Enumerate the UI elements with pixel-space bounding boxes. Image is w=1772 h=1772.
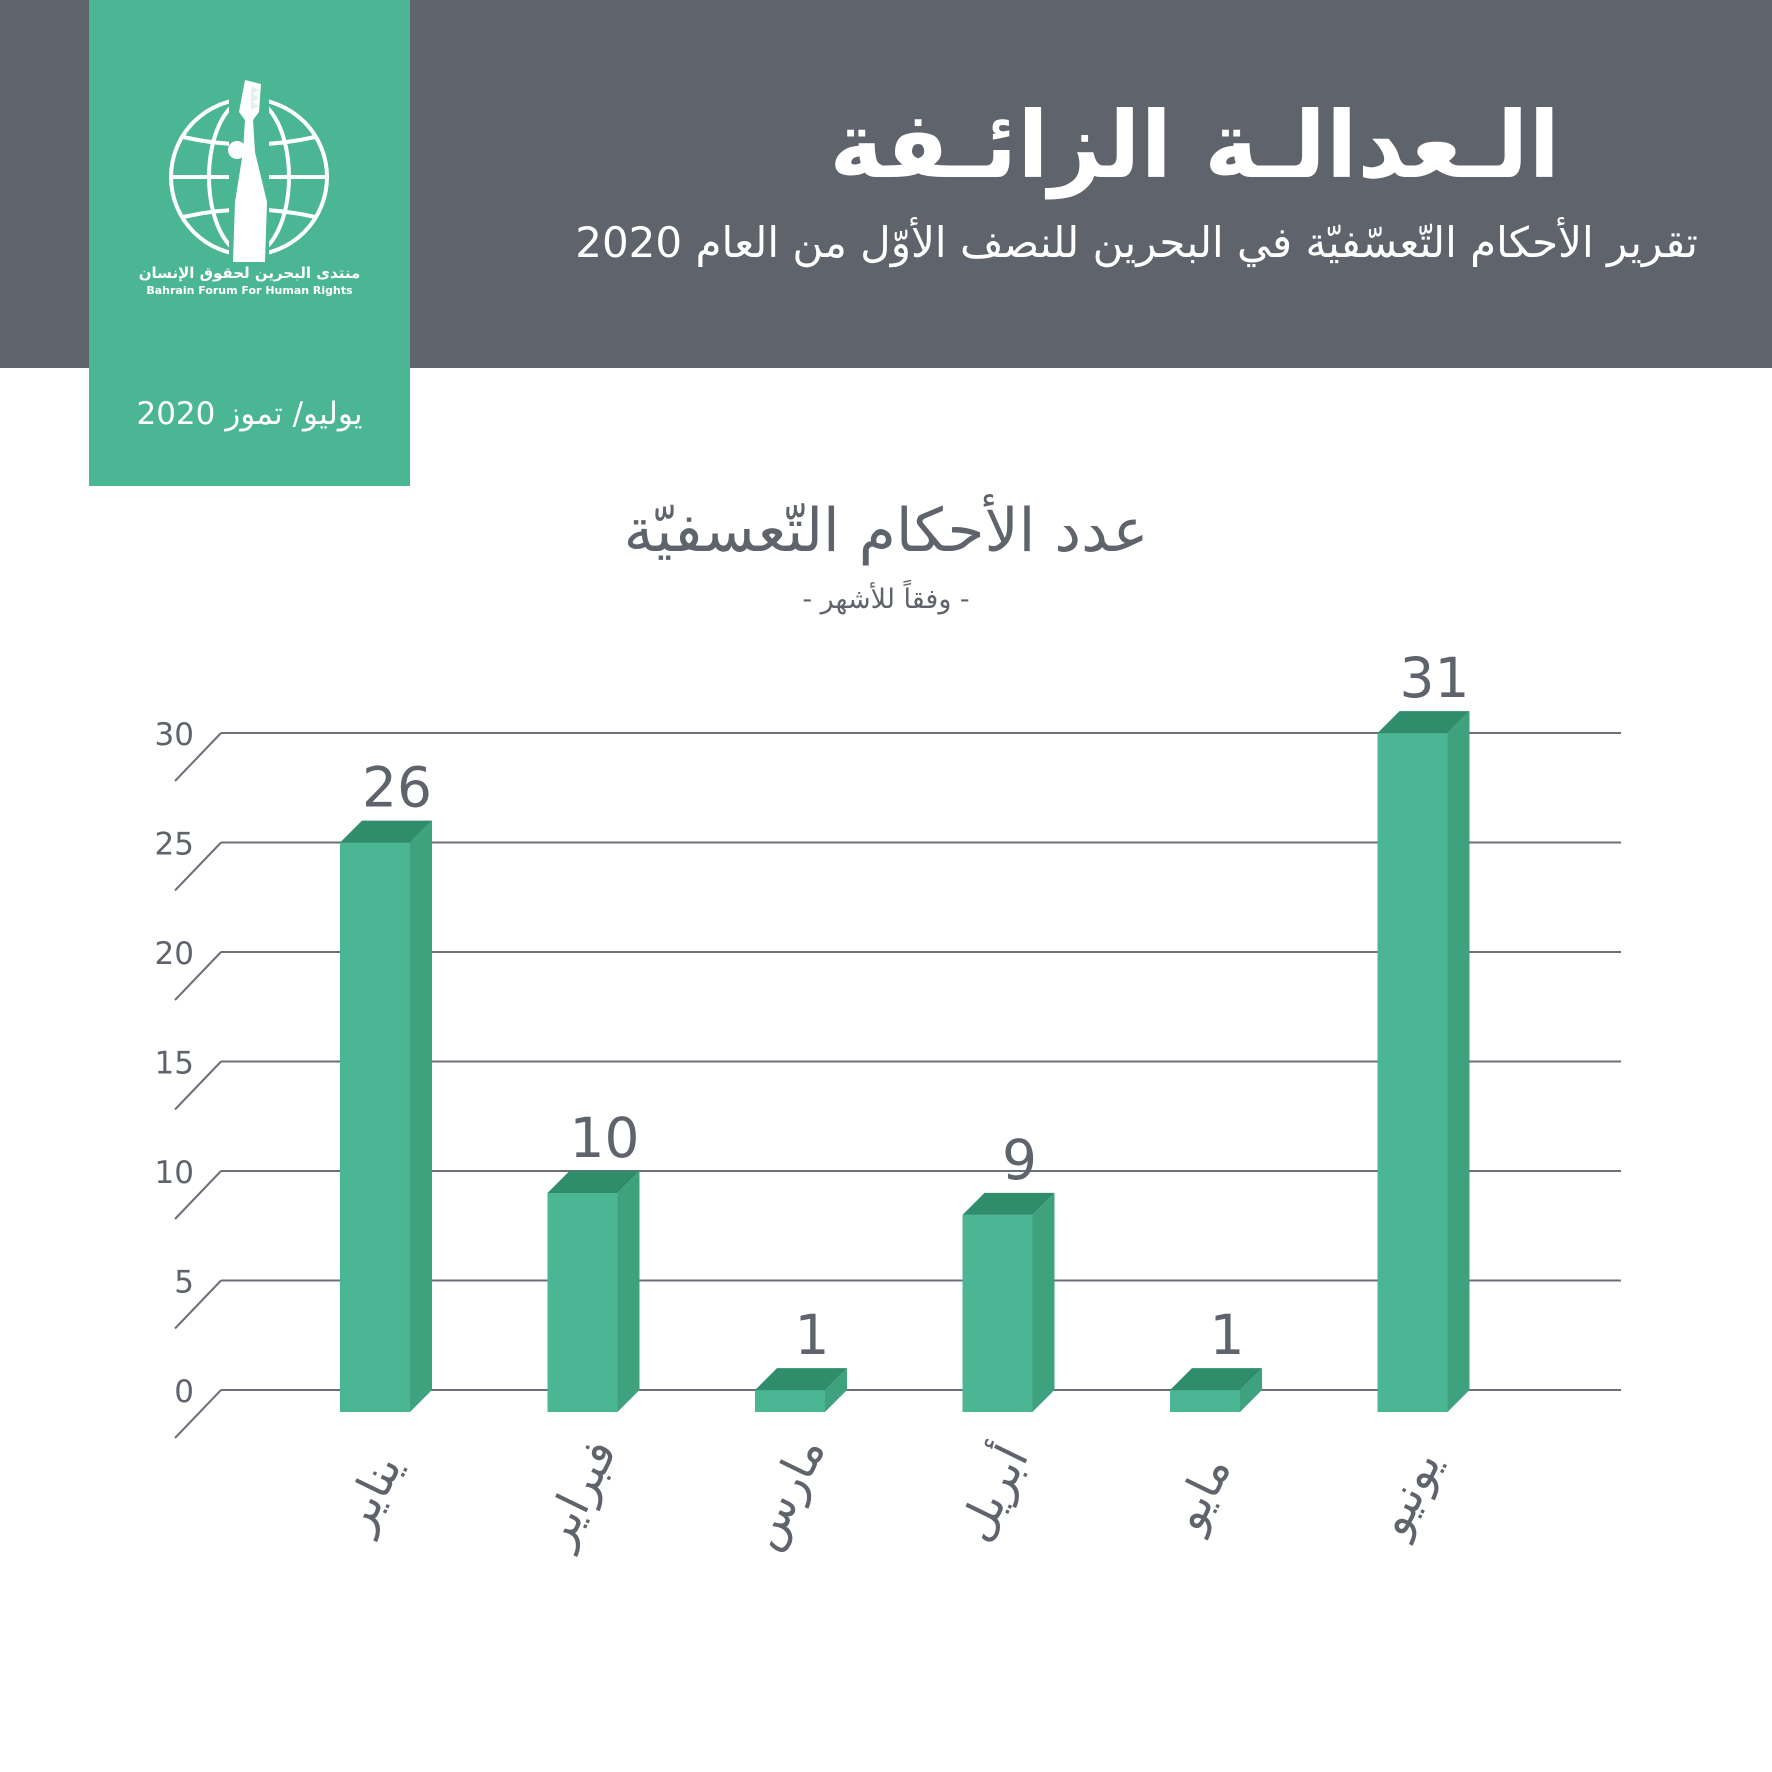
data-label: 26 [362, 755, 432, 820]
y-tick-label: 0 [174, 1374, 194, 1410]
x-tick-label: مارس [735, 1428, 836, 1558]
y-tick-label: 15 [154, 1045, 194, 1082]
bar [963, 1215, 1033, 1412]
bar-side [1033, 1193, 1055, 1412]
bar [548, 1193, 618, 1412]
bar [755, 1390, 825, 1412]
bar-side [618, 1171, 640, 1412]
y-tick-label: 5 [174, 1264, 194, 1301]
bar [1170, 1390, 1240, 1412]
data-label: 10 [569, 1106, 640, 1170]
chart-subtitle: - وفقاً للأشهر - [802, 584, 970, 615]
x-tick-label: مايو [1159, 1447, 1242, 1539]
x-tick-label: أبريل [947, 1436, 1040, 1550]
chart-title: عدد الأحكام التّعسفيّة [623, 496, 1149, 566]
x-tick-label: يونيو [1364, 1442, 1452, 1544]
y-tick-label: 20 [154, 936, 194, 972]
logo-arabic-name: منتدى البحرين لحقوق الإنسان [138, 264, 361, 282]
data-label: 1 [794, 1303, 830, 1368]
x-tick-label: يناير [329, 1445, 413, 1541]
page-subtitle: تقرير الأحكام التّعسّفيّة في البحرين للنصف الأوّل من العام 2020 [575, 218, 1698, 267]
bar [340, 843, 410, 1412]
bar-side [1448, 711, 1470, 1412]
y-tick-label: 30 [154, 717, 194, 753]
logo-english-name: Bahrain Forum For Human Rights [146, 284, 353, 297]
bar-side [410, 821, 432, 1412]
y-tick-label: 25 [154, 826, 194, 863]
bar [1378, 733, 1448, 1412]
data-label: 9 [1002, 1127, 1037, 1192]
date-label: يوليو/ تموز 2020 [136, 396, 363, 432]
data-label: 1 [1209, 1303, 1245, 1368]
page-title: الـعدالـة الزائـفة [829, 92, 1560, 199]
x-tick-label: فبراير [529, 1430, 627, 1556]
y-tick-label: 10 [154, 1155, 194, 1191]
data-label: 31 [1399, 646, 1470, 711]
